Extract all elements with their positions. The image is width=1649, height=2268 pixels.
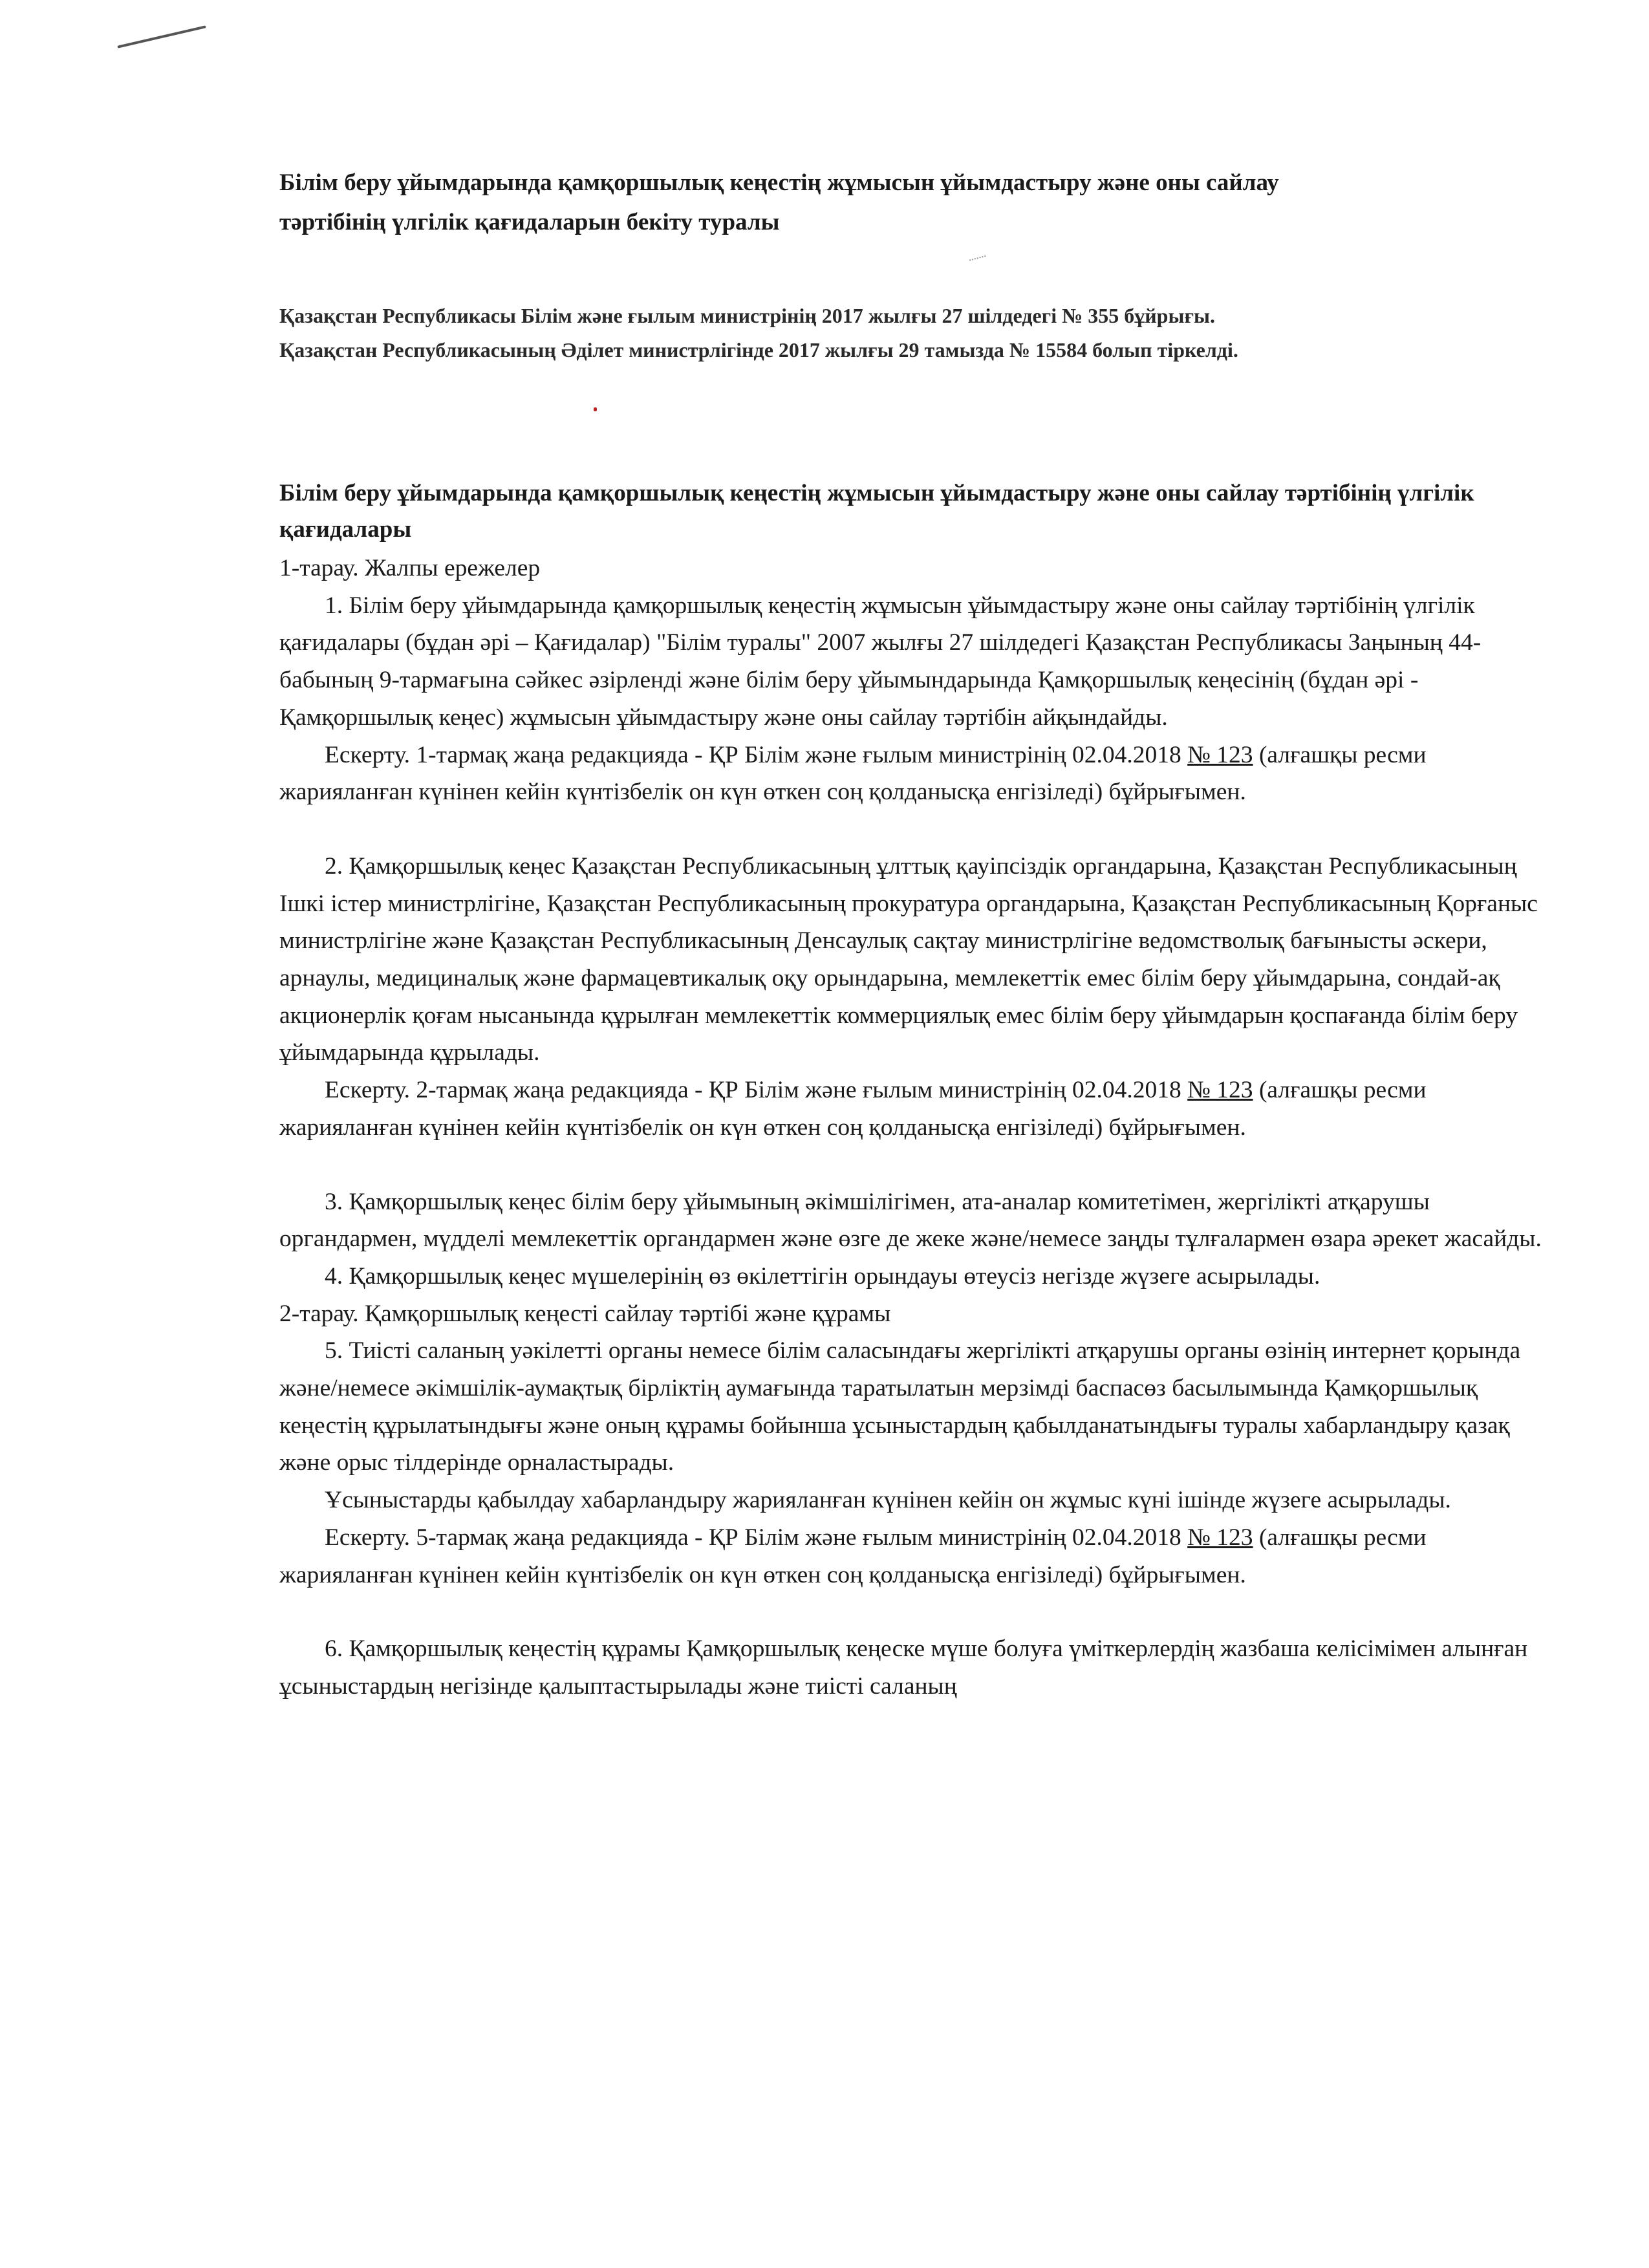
order-link[interactable]: № 123 (1187, 1524, 1253, 1551)
document-title: Білім беру ұйымдарында қамқоршылық кеңестің жұмысын ұйымдастыру және оны сайлау тәртібінің үлгілік қағидаларын бекіту туралы (279, 169, 1279, 235)
paragraph-6: 6. Қамқоршылық кеңестің құрамы Қамқоршылық кеңеске мүше болуға үміткерлердің жазбаша келісімімен алынған ұсыныстардың негізінде қалыптастырылады және тиісті саланың (279, 1636, 1528, 1700)
note-text: Ескерту. 1-тармақ жаңа редакцияда - ҚР Білім және ғылым министрінің 02.04.2018 (325, 741, 1188, 768)
spacer (279, 811, 1547, 848)
paragraph-4: 4. Қамқоршылық кеңес мүшелерінің өз өкілеттігін орындауы өтеусіз негізде жүзеге асырылады. (325, 1262, 1320, 1290)
order-link[interactable]: № 123 (1187, 741, 1253, 768)
note-text: (алғашқы ресми жарияланған күнінен кейін күнтізбелік он күн өткен соң қолданысқа енгізіледі) бұйрығымен. (279, 1524, 1427, 1588)
note-text: (алғашқы ресми жарияланған күнінен кейін күнтізбелік он күн өткен соң қолданысқа енгізіледі) бұйрығымен. (279, 1077, 1427, 1141)
note-text: Ескерту. 2-тармақ жаңа редакцияда - ҚР Білім және ғылым министрінің 02.04.2018 (325, 1077, 1188, 1104)
rules-title: Білім беру ұйымдарында қамқоршылық кеңестің жұмысын ұйымдастыру және оны сайлау тәртібінің үлгілік қағидалары (279, 480, 1474, 543)
scan-pen-mark (117, 25, 206, 48)
paragraph-1: 1. Білім беру ұйымдарында қамқоршылық кеңестің жұмысын ұйымдастыру және оны сайлау тәртібінің үлгілік қағидалары (бұдан әрі – Қағидалар) "Білім туралы" 2007 жылғы 27 шілдедегі Қазақстан Республикасы Заңының 44-бабының 9-тармағына сәйкес әзірленді және білім беру ұйымындарында Қамқоршылық кеңесінің (бұдан әрі - Қамқоршылық кеңес) жұмысын ұйымдастыру және оны сайлау тәртібін айқындайды. (279, 592, 1482, 731)
paragraph-3: 3. Қамқоршылық кеңес білім беру ұйымының әкімшілігімен, ата-аналар комитетімен, жергілікті атқарушы органдармен, мүдделі мемлекеттік органдармен және өзге де жеке және/немесе заңды тұлғалармен өзара әрекет жасайды. (279, 1188, 1542, 1253)
chapter-1-heading: 1-тарау. Жалпы ережелер (279, 555, 541, 581)
scan-dot (594, 407, 597, 411)
amendment-note-2 (279, 1072, 1547, 1146)
paragraph-5: 5. Тиісті саланың уәкілетті органы немесе білім саласындағы жергілікті атқарушы органы өзінің интернет қорында және/немесе әкімшілік-аумақтық бірліктің аумағында таратылатын мерзімді баспасөз басылымында Қамқоршылық кеңестің құрылатындығы және оның құрамы бойынша ұсыныстардың қабылданатындығы туралы хабарландыру қазақ және орыс тілдерінде орналастырады. (279, 1337, 1521, 1476)
note-text: (алғашқы ресми жарияланған күнінен кейін күнтізбелік он күн өткен соң қолданысқа енгізіледі) бұйрығымен. (279, 741, 1427, 806)
note-text: Ескерту. 5-тармақ жаңа редакцияда - ҚР Білім және ғылым министрінің 02.04.2018 (325, 1524, 1188, 1551)
spacer (279, 1593, 1547, 1630)
document-body (279, 550, 1547, 1705)
paragraph-5-continued: Ұсыныстарды қабылдау хабарландыру жарияланған күнінен кейін он жұмыс күні ішінде жүзеге асырылады. (325, 1487, 1451, 1514)
chapter-2-heading: 2-тарау. Қамқоршылық кеңесті сайлау тәртібі және құрамы (279, 1300, 891, 1327)
amendment-note-1 (279, 737, 1547, 811)
spacer (279, 1147, 1547, 1183)
registration-note: Қазақстан Республикасы Білім және ғылым министрінің 2017 жылғы 27 шілдедегі № 355 бұйрығы. Қазақстан Республикасының Әділет министрлігінде 2017 жылғы 29 тамызда № 15584 болып тіркелді. (279, 304, 1238, 362)
order-link[interactable]: № 123 (1187, 1077, 1253, 1104)
scan-speck (969, 255, 987, 267)
paragraph-2: 2. Қамқоршылық кеңес Қазақстан Республикасының ұлттық қауіпсіздік органдарына, Қазақстан Республикасының Ішкі істер министрлігіне, Қазақстан Республикасының прокуратура органдарына, Қазақстан Республикасының Қорғаныс министрлігіне және Қазақстан Республикасының Денсаулық сақтау министрлігіне ведомстволық бағынысты әскери, арнаулы, медициналық және фармацевтикалық оқу орындарына, мемлекеттік емес білім беру ұйымдарына, сондай-ақ акционерлік қоғам нысанында құрылған мемлекеттік коммерциялық емес білім беру ұйымдарын қоспағанда білім беру ұйымдарында құрылады. (279, 852, 1538, 1066)
amendment-note-5 (279, 1519, 1547, 1593)
